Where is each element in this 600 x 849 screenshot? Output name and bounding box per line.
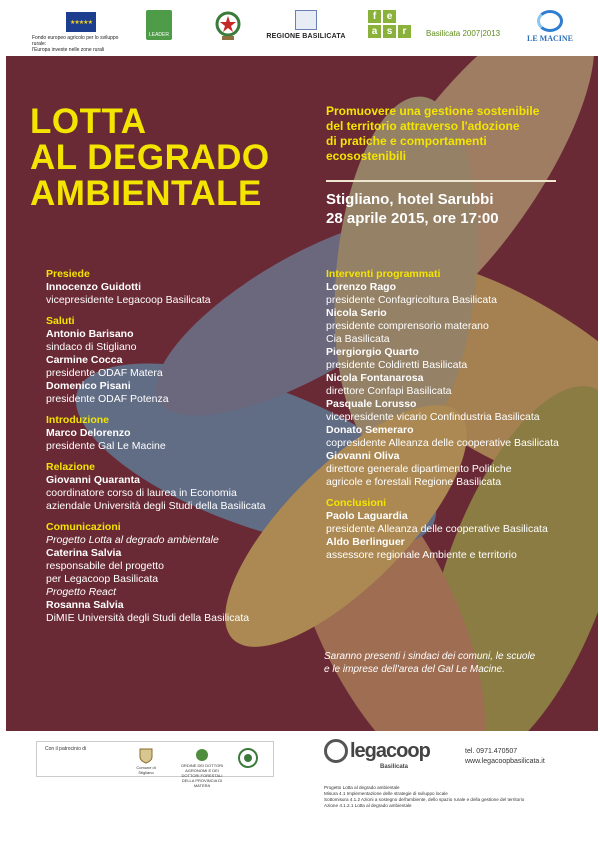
speaker-role: per Legacoop Basilicata	[46, 573, 159, 585]
speaker-role: presidente comprensorio materano	[326, 320, 489, 332]
speaker-role: aziendale Università degli Studi della Basilicata	[46, 500, 266, 512]
speaker-role: vicepresidente vicario Confindustria Basilicata	[326, 411, 540, 423]
section-heading: Introduzione	[46, 414, 109, 426]
speaker-name: Innocenzo Guidotti	[46, 281, 142, 293]
speaker-name: Giovanni Quaranta	[46, 474, 140, 486]
eu-flag-icon: ★★★★★	[66, 12, 96, 32]
website-link[interactable]: www.legacoopbasilicata.it	[465, 758, 545, 765]
section-heading: Interventi programmati	[326, 268, 441, 280]
speaker-name: Giovanni Oliva	[326, 450, 400, 462]
phone: tel. 0971.470507	[465, 748, 518, 755]
event-subtitle: Promuovere una gestione sostenibile del territorio attraverso l'adozione di pratiche e comportamenti ecosostenibili	[326, 104, 540, 163]
odaf-emblem-icon	[195, 748, 209, 762]
legacoop-logo: legacoop Basilicata	[324, 739, 454, 770]
speaker-role: sindaco di Stigliano	[46, 341, 137, 353]
speaker-name: Rosanna Salvia	[46, 599, 124, 611]
patronage-box: Con il patrocinio di Comune di Stigliano ORDINE DEI DOTTORI AGRONOMI E DEI DOTTORI FORESTALI DELLA PROVINCIA DI MATERA	[36, 741, 274, 777]
speaker-name: Aldo Berlinguer	[326, 536, 405, 548]
speaker-name: Paolo Laguardia	[326, 510, 408, 522]
speaker-name: Domenico Pisani	[46, 380, 131, 392]
separator	[326, 180, 556, 182]
speaker-role: coordinatore corso di laurea in Economia	[46, 487, 237, 499]
region-shield-icon	[295, 10, 317, 30]
speaker-role: DiMIE Università degli Studi della Basilicata	[46, 612, 250, 624]
section-heading: Presiede	[46, 268, 90, 280]
event-venue-date	[326, 190, 499, 228]
speaker-name: Lorenzo Rago	[326, 281, 396, 293]
speaker-role: assessore regionale Ambiente e territorio	[326, 549, 517, 561]
speaker-name: Marco Delorenzo	[46, 427, 131, 439]
program-left-column	[46, 268, 316, 625]
venue: Stigliano, hotel Sarubbi	[326, 191, 494, 208]
event-title: LOTTA AL DEGRADO AMBIENTALE	[30, 102, 270, 213]
speaker-name: Caterina Salvia	[46, 547, 122, 559]
comune-stigliano-logo: Comune di Stigliano	[131, 748, 161, 775]
speaker-name: Donato Semeraro	[326, 424, 414, 436]
contacts	[465, 747, 545, 767]
eu-logo	[32, 12, 132, 53]
section-heading: Relazione	[46, 461, 96, 473]
speaker-role: presidente Gal Le Macine	[46, 440, 166, 452]
speaker-name: Carmine Cocca	[46, 354, 123, 366]
speaker-role: Cia Basilicata	[326, 333, 390, 345]
footer-band	[0, 731, 600, 849]
round-seal-icon	[238, 748, 258, 768]
eu-caption: Fondo europeo agricolo per lo sviluppo rurale: l'Europa investe nelle zone rurali	[32, 35, 119, 53]
speaker-name: Antonio Barisano	[46, 328, 134, 340]
speaker-role: agricole e forestali Regione Basilicata	[326, 476, 502, 488]
section-heading: Saluti	[46, 315, 75, 327]
date-time: 28 aprile 2015, ore 17:00	[326, 210, 499, 227]
speaker-role: vicepresidente Legacoop Basilicata	[46, 294, 211, 306]
section-heading: Conclusioni	[326, 497, 387, 509]
speaker-name: Piergiorgio Quarto	[326, 346, 419, 358]
speaker-name: Pasquale Lorusso	[326, 398, 417, 410]
legacoop-mark-icon	[324, 739, 348, 763]
speaker-name: Nicola Fontanarosa	[326, 372, 424, 384]
speaker-role: direttore Confapi Basilicata	[326, 385, 452, 397]
le-macine-logo: LE MACINE	[518, 10, 582, 43]
speaker-role: presidente Confagricoltura Basilicata	[326, 294, 498, 306]
project-title: Progetto React	[46, 586, 117, 598]
logo-band	[0, 0, 600, 56]
speaker-role: presidente ODAF Matera	[46, 367, 163, 379]
third-patron-logo	[233, 748, 263, 769]
speaker-role: direttore generale dipartimento Politiche	[326, 463, 512, 475]
speaker-role: presidente Alleanza delle cooperative Basilicata	[326, 523, 548, 535]
project-footnote: Progetto Lotta al degrado ambientale Misura 4.1 Implementazione delle strategie di sviluppo locale Sottomisura 4.1.2 Azioni a sostegno dell'ambiente, dello spazio rurale e della gestione del territorio Azione 4.1.2.1 Lotta al degrado ambientale	[324, 785, 525, 808]
macine-swirl-icon	[537, 10, 563, 32]
odaf-matera-logo: ORDINE DEI DOTTORI AGRONOMI E DEI DOTTORI FORESTALI DELLA PROVINCIA DI MATERA	[177, 748, 227, 788]
project-title: Progetto Lotta al degrado ambientale	[46, 534, 219, 546]
feasr-logo: f e a s r Basilicata 2007|2013	[368, 10, 508, 38]
speaker-role: presidente ODAF Potenza	[46, 393, 169, 405]
poster-panel	[6, 56, 598, 731]
speaker-role: copresidente Alleanza delle cooperative Basilicata	[326, 437, 559, 449]
regione-basilicata-logo: REGIONE BASILICATA	[266, 10, 346, 40]
speaker-name: Nicola Serio	[326, 307, 387, 319]
speaker-role: presidente Coldiretti Basilicata	[326, 359, 468, 371]
section-heading: Comunicazioni	[46, 521, 121, 533]
closing-note: Saranno presenti i sindaci dei comuni, le scuole e le imprese dell'area del Gal Le Macine.	[324, 651, 536, 675]
speaker-role: responsabile del progetto	[46, 560, 164, 572]
program-right-column	[326, 268, 586, 562]
coat-of-arms-icon	[139, 748, 153, 764]
leader-logo: LEADER	[146, 10, 172, 40]
italian-republic-emblem-icon	[214, 10, 242, 42]
